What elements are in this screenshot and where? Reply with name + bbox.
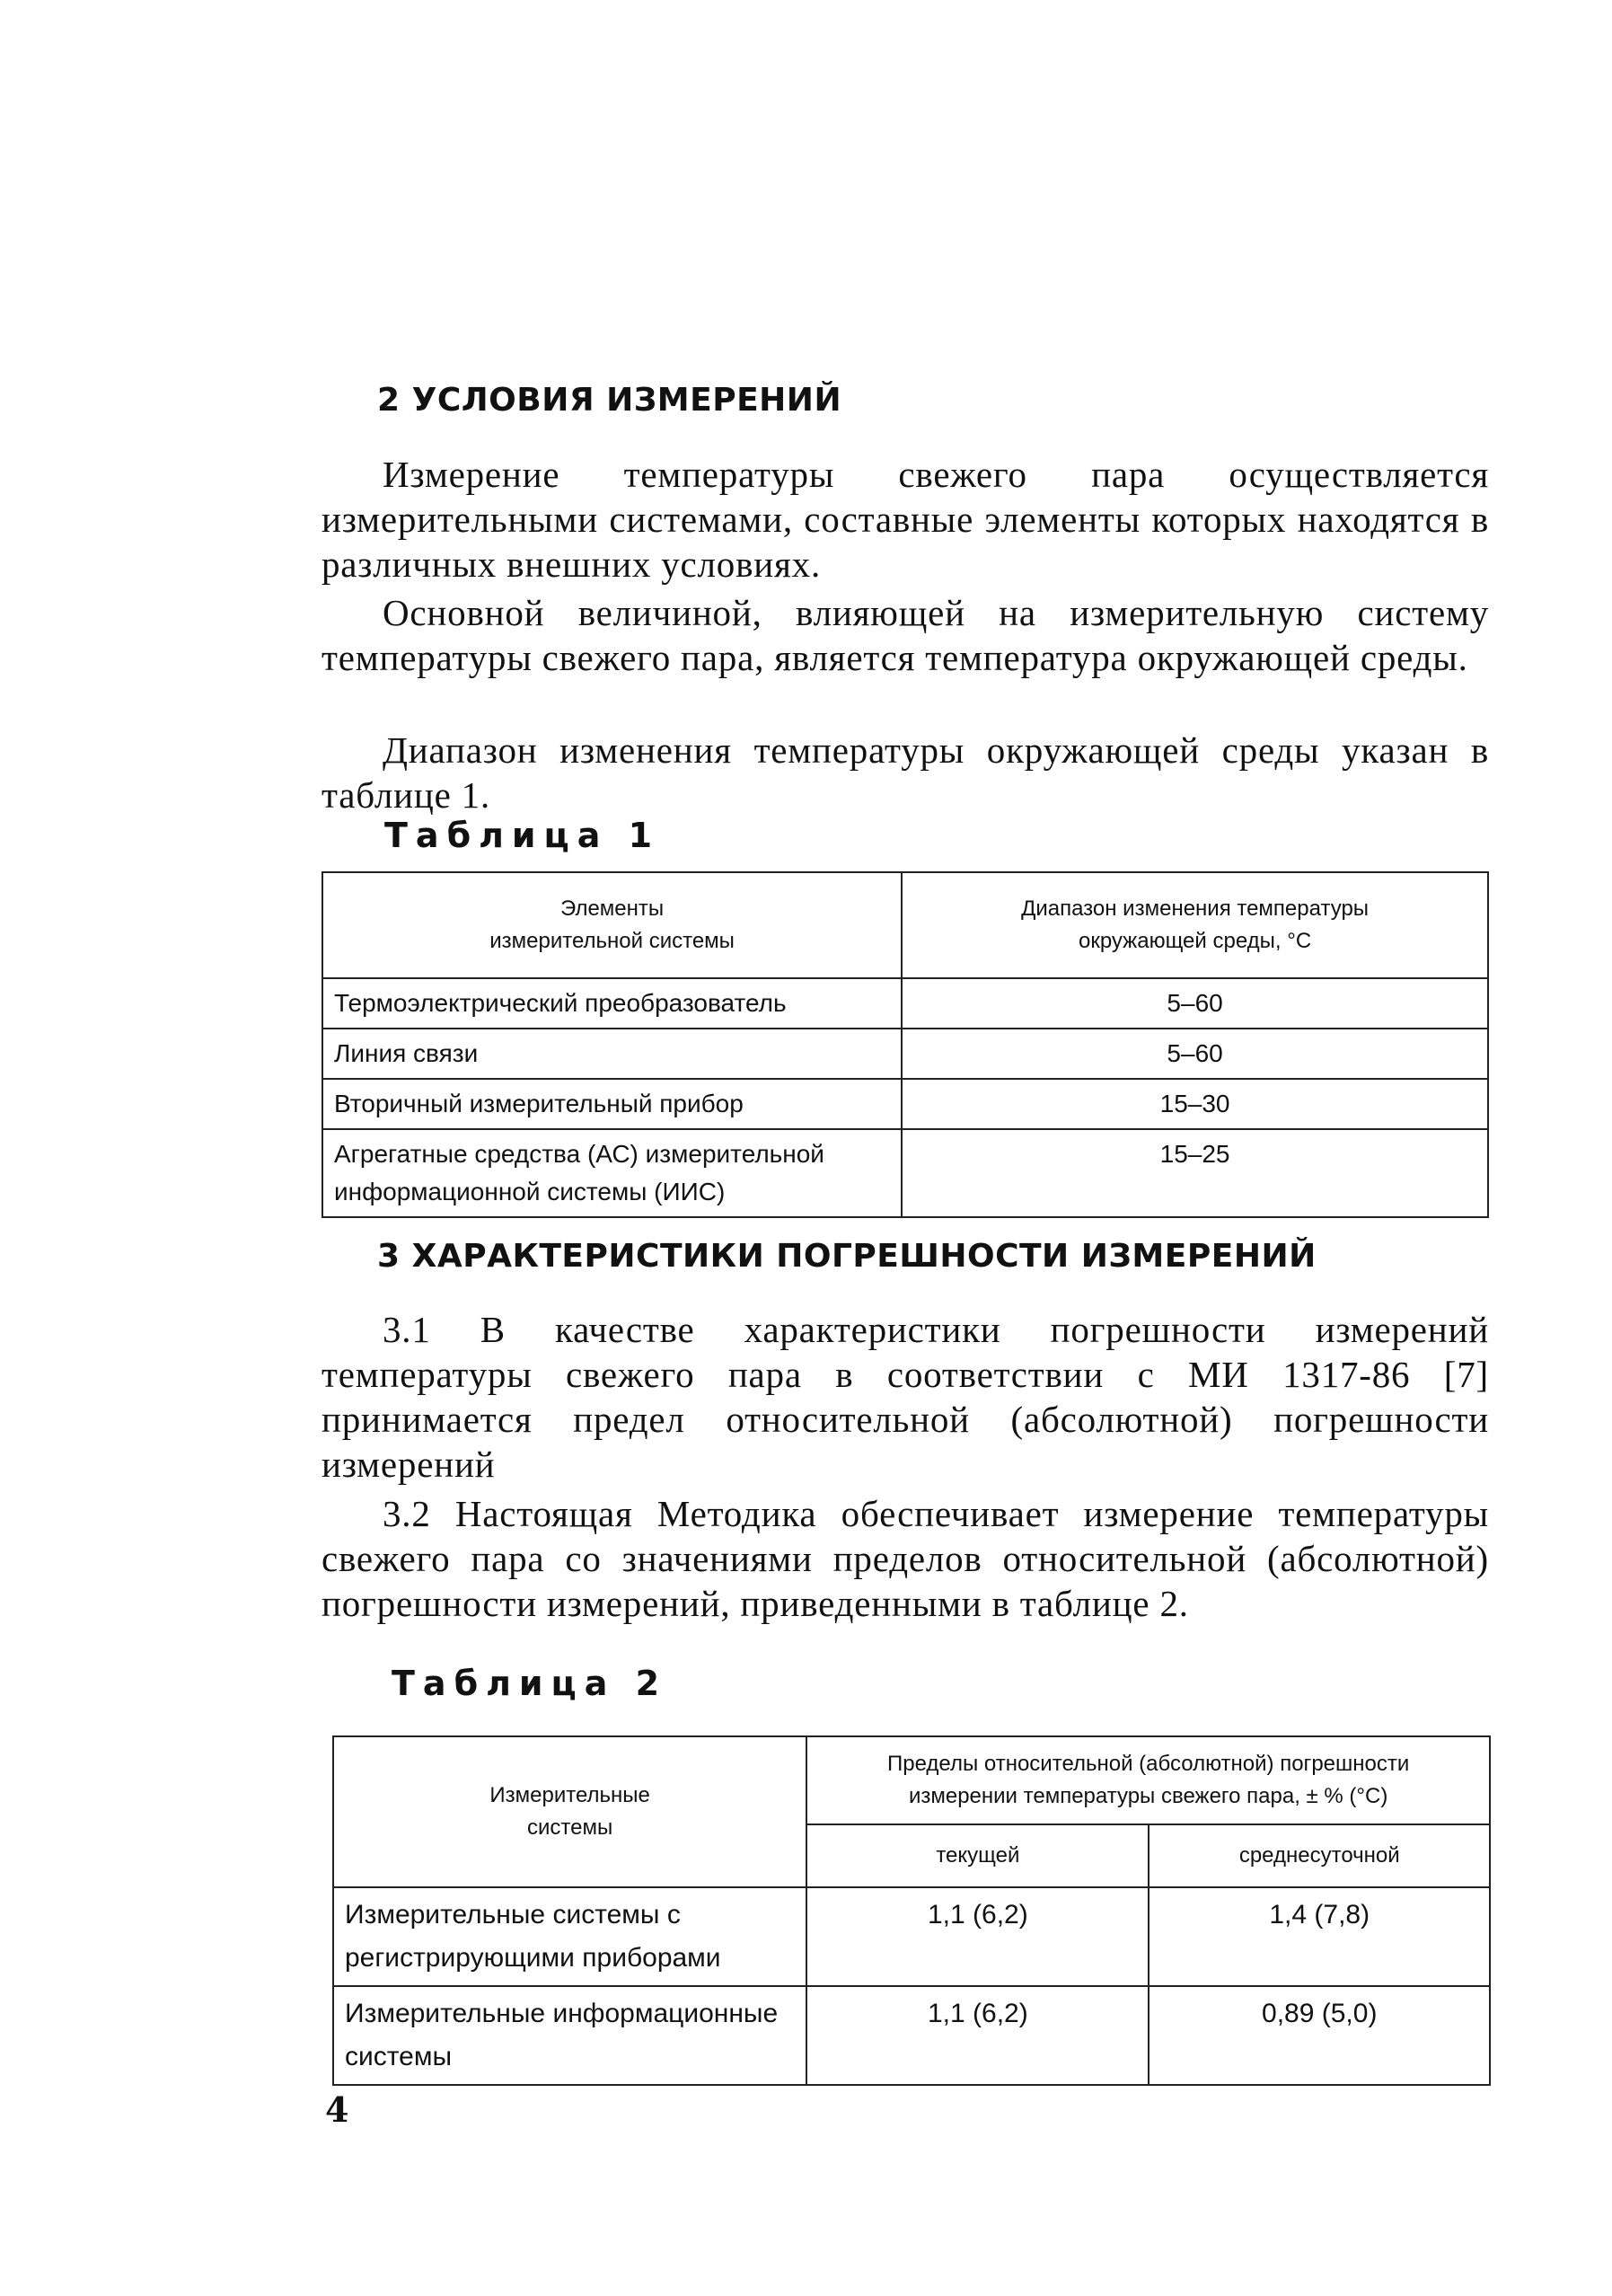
table-1-range-cell: 5–60 xyxy=(902,978,1488,1029)
table-2-system-cell: Измерительные системы с регистрирующими приборами xyxy=(333,1887,806,1986)
table-1-header-range: Диапазон изменения температуры окружающей среды, °С xyxy=(902,872,1488,978)
table-row xyxy=(333,1986,1490,2085)
table-2 xyxy=(332,1735,1491,2086)
table-2-header-current: текущей xyxy=(806,1824,1149,1887)
table-row xyxy=(322,1029,1488,1079)
table-1-header-row xyxy=(322,872,1488,978)
table-2-caption: Таблица 2 xyxy=(392,1664,668,1703)
table-row xyxy=(333,1887,1490,1986)
table-1-caption: Таблица 1 xyxy=(384,816,661,855)
table-2-header-daily: среднесуточной xyxy=(1149,1824,1490,1887)
section-3-heading: 3 ХАРАКТЕРИСТИКИ ПОГРЕШНОСТИ ИЗМЕРЕНИЙ xyxy=(377,1238,1317,1275)
table-1-element-cell: Термоэлектрический преобразователь xyxy=(322,978,902,1029)
table-2-header-systems: Измерительные системы xyxy=(333,1736,806,1887)
section-2-paragraph-1: Измерение температуры свежего пара осуществляется измерительными системами, составные элементы которых находятся в различных внешних условиях. xyxy=(322,454,1489,585)
table-1-range-cell: 15–30 xyxy=(902,1079,1488,1129)
table-2-current-cell: 1,1 (6,2) xyxy=(806,1887,1149,1986)
table-2-current-cell: 1,1 (6,2) xyxy=(806,1986,1149,2085)
table-2-daily-cell: 1,4 (7,8) xyxy=(1149,1887,1490,1986)
table-1-range-cell: 15–25 xyxy=(902,1129,1488,1217)
page-number: 4 xyxy=(325,2089,349,2130)
section-2-paragraph-2: Основной величиной, влияющей на измерительную систему температуры свежего пара, является температура окружающей среды. xyxy=(322,592,1489,678)
table-1-element-cell: Вторичный измерительный прибор xyxy=(322,1079,902,1129)
section-3-paragraph-1: 3.1 В качестве характеристики погрешности измерений температуры свежего пара в соответствии с МИ 1317-86 [7] принимается предел относительной (абсолютной) погрешности измерений xyxy=(322,1309,1489,1485)
table-1-header-elements: Элементы измерительной системы xyxy=(322,872,902,978)
table-row xyxy=(322,1079,1488,1129)
section-2-heading: 2 УСЛОВИЯ ИЗМЕРЕНИЙ xyxy=(377,382,842,419)
table-1-element-cell: Линия связи xyxy=(322,1029,902,1079)
section-2-paragraph-3: Диапазон изменения температуры окружающей среды указан в таблице 1. xyxy=(322,729,1489,816)
table-row xyxy=(322,978,1488,1029)
table-1-element-cell: Агрегатные средства (АС) измерительной информационной системы (ИИС) xyxy=(322,1129,902,1217)
table-1-range-cell: 5–60 xyxy=(902,1029,1488,1079)
table-1 xyxy=(322,871,1489,1218)
table-2-system-cell: Измерительные информационные системы xyxy=(333,1986,806,2085)
table-2-header-limits: Пределы относительной (абсолютной) погрешности измерении температуры свежего пара, ± % (°С) xyxy=(806,1736,1490,1824)
table-row xyxy=(322,1129,1488,1217)
section-3-paragraph-2: 3.2 Настоящая Методика обеспечивает измерение температуры свежего пара со значениями пределов относительной (абсолютной) погрешности измерений, приведенными в таблице 2. xyxy=(322,1493,1489,1624)
table-2-daily-cell: 0,89 (5,0) xyxy=(1149,1986,1490,2085)
table-2-header-row xyxy=(333,1736,1490,1824)
